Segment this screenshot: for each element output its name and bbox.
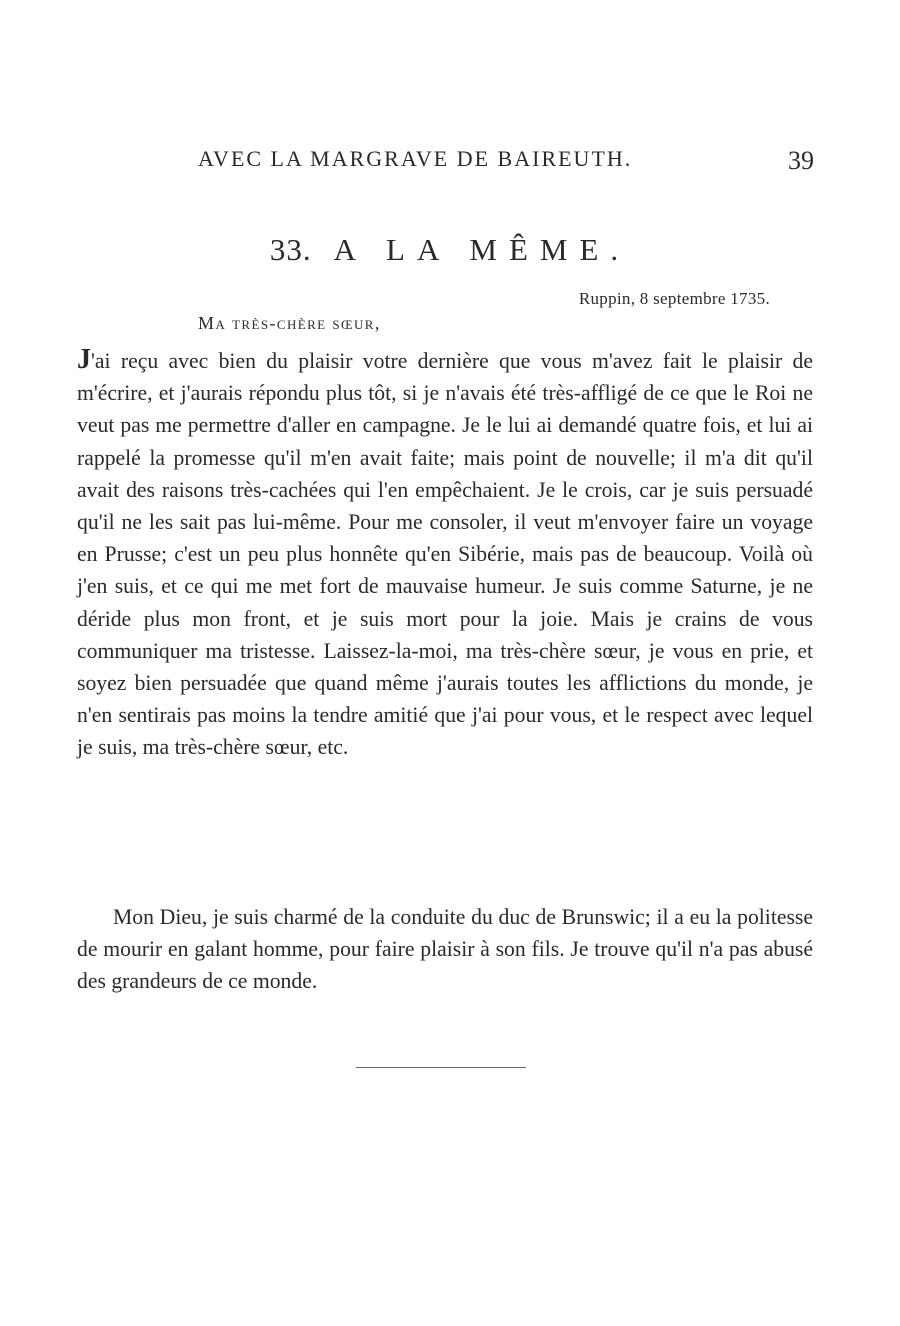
salutation: Ma très-chère sœur, — [198, 313, 381, 333]
letter-body — [77, 344, 813, 764]
dateline: Ruppin, 8 septembre 1735. — [578, 289, 770, 308]
letter-title — [0, 232, 900, 268]
postscript — [77, 901, 813, 998]
body-paragraph — [77, 344, 813, 764]
letter-number: 33. — [269, 232, 312, 267]
drop-cap: J — [77, 344, 91, 375]
section-divider — [356, 1067, 526, 1068]
body-paragraph-text: 'ai reçu avec bien du plaisir votre dernière que vous m'avez fait le plaisir de m'écrire, et j'aurais répondu plus tôt, si je n'avais été très-affligé de ce que le Roi ne veut pas me permettre d'aller en campagne. Je le lui ai demandé quatre fois, et lui ai rappelé la promesse qu'il m'en avait faite; mais point de nouvelle; il m'a dit qu'il avait des raisons très-cachées qui l'en empêchaient. Je le crois, car je suis persuadé qu'il ne les sait pas lui-même. Pour me consoler, il veut m'envoyer faire un voyage en Prusse; c'est un peu plus honnête qu'en Sibérie, mais pas de beaucoup. Voilà où j'en suis, et ce qui me met fort de mauvaise humeur. Je suis comme Saturne, je ne déride plus mon front, et je suis mort pour la joie. Mais je crains de vous communiquer ma tristesse. Laissez-la-moi, ma très-chère sœur, je vous en prie, et soyez bien persuadée que quand même j'aurais toutes les afflictions du monde, je n'en sentirais pas moins la tendre amitié que j'ai pour vous, et le respect avec lequel je suis, ma très-chère sœur, etc. — [77, 349, 813, 760]
running-head: AVEC LA MARGRAVE DE BAIREUTH. — [198, 146, 633, 171]
postscript-paragraph: Mon Dieu, je suis charmé de la conduite du duc de Brunswic; il a eu la politesse de mourir en galant homme, pour faire plaisir à son fils. Je trouve qu'il n'a pas abusé des grandeurs de ce monde. — [77, 905, 813, 994]
letter-heading: A LA MÊME. — [333, 232, 631, 267]
page-number: 39 — [788, 146, 814, 175]
